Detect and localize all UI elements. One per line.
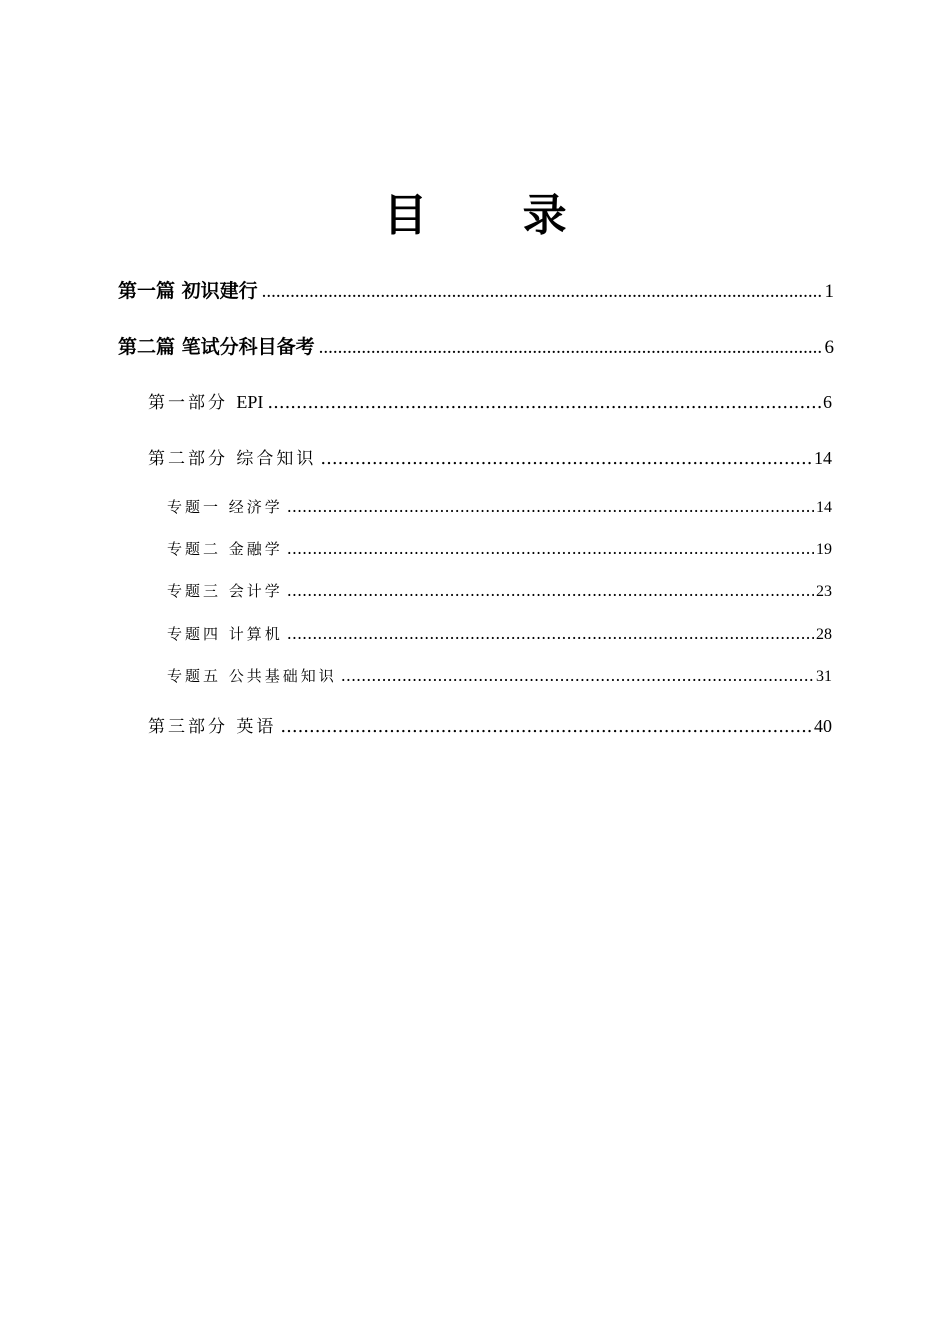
toc-page-number: 1 bbox=[824, 281, 834, 302]
toc-entry-topic-economics[interactable] bbox=[167, 496, 832, 519]
toc-page-number: 23 bbox=[816, 583, 832, 600]
toc-dot-leader bbox=[287, 538, 814, 560]
toc-dot-leader bbox=[287, 580, 814, 602]
page-title: 目 录 bbox=[383, 190, 607, 241]
toc-dot-leader bbox=[287, 496, 814, 518]
toc-page-number: 19 bbox=[816, 541, 832, 558]
toc-entry-label: 第二篇 笔试分科目备考 bbox=[118, 336, 315, 358]
toc-dot-leader bbox=[267, 391, 821, 415]
toc-page-number: 31 bbox=[816, 668, 832, 685]
toc-entry-topic-finance[interactable] bbox=[167, 538, 832, 561]
toc-entry-part-1[interactable] bbox=[118, 278, 834, 305]
toc-entry-topic-public-knowledge[interactable] bbox=[167, 665, 832, 688]
toc-page-number: 6 bbox=[824, 337, 834, 358]
toc-dot-leader bbox=[341, 665, 814, 687]
toc-entry-topic-accounting[interactable] bbox=[167, 580, 832, 603]
toc-entry-section-english[interactable] bbox=[148, 714, 832, 739]
toc-entry-label: 专题二 金融学 bbox=[167, 540, 283, 558]
toc-entry-label: 第二部分 综合知识 bbox=[148, 449, 317, 469]
toc-entry-label bbox=[148, 390, 263, 415]
toc-page-number: 6 bbox=[823, 392, 832, 412]
toc-dot-leader bbox=[319, 335, 823, 361]
toc-entry-topic-computer[interactable] bbox=[167, 623, 832, 646]
toc-entry-label: 专题五 公共基础知识 bbox=[167, 667, 337, 685]
toc-entry-label: 第一篇 初识建行 bbox=[118, 280, 258, 302]
toc-entry-section-general-knowledge[interactable] bbox=[148, 446, 832, 471]
toc-page-number: 14 bbox=[814, 448, 832, 468]
toc-entry-label: 专题三 会计学 bbox=[167, 582, 283, 600]
toc-dot-leader bbox=[320, 447, 812, 471]
toc-dot-leader bbox=[262, 279, 823, 305]
toc-entry-label: 第三部分 英语 bbox=[148, 717, 277, 737]
toc-entry-label-prefix: 第一部分 bbox=[148, 393, 237, 413]
toc-page-number: 14 bbox=[816, 499, 832, 516]
toc-dot-leader bbox=[280, 715, 812, 739]
toc-entry-part-2[interactable] bbox=[118, 334, 834, 361]
toc-entry-label-en: EPI bbox=[236, 392, 264, 412]
toc-page-number: 28 bbox=[816, 626, 832, 643]
toc-entry-label: 专题一 经济学 bbox=[167, 498, 283, 516]
toc-dot-leader bbox=[287, 623, 814, 645]
toc-entry-section-epi[interactable] bbox=[148, 390, 832, 415]
toc-page-number: 40 bbox=[814, 716, 832, 736]
toc-entry-label: 专题四 计算机 bbox=[167, 625, 283, 643]
